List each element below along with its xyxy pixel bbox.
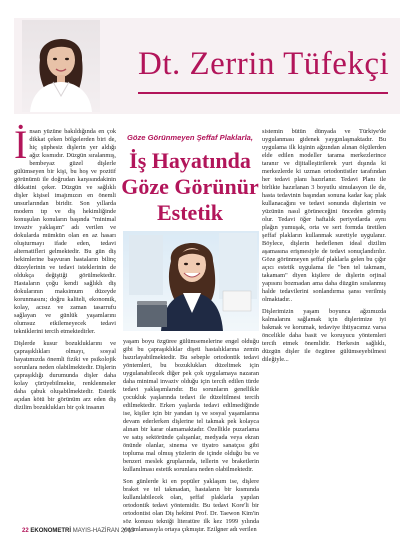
page-footer [22,528,134,534]
author-name: Dt. Zerrin Tüfekçi [138,46,390,82]
center-column [123,338,259,538]
issue-date: MAYIS-HAZİRAN 2013 [72,528,135,534]
right-paragraph-1: sistemin bütün dünyada ve Türkiye'de uygulanması gidenek yaygınlaşmaktadır. Bu uygulama ilk kişinin ağzından alınan ölçülerden elde edilen modeller tarama merkezlerince taranır ve dijitalleştirilerek yurt dışında ki merkezlerde ki uzman ortodontistler tarafından her tedavi planı hazırlanır. Tedavi Planı ile birlikte hazırlanan 3 boyutlu simulasyon ile de, hasta tedavinin başından sonuna kadar kaç plak kullanacağını ve tedavi sonunda dişlerinin ve yüzünün nasıl görüneceğini önceden görmüş olur. Tedavi öğer haftalık periyotlarda aynı plağın yumuşak, orta ve sert formda üretilen şeffaf plakların kullanmak suretiyle uygulanır. Böylece, dişlerin hedeflenen ideal dizilim aşamasına erişmesiyle de tedavi sonuçlandırılır. Göze görünmeyen şeffaf plaklarla gelen bu çığır açıcı estetik uygulama ile "ben tel takmam, takamam" diyen kişilere de dişlerin orjinal yapısını bozmadan ama daha düzgün sıralanmış halde tedavilerini sonlandırma şansı verilmiş olmaktadır.. [262,128,386,303]
page-header [0,0,400,118]
title-line-2: Göze Görünür [121,174,259,199]
page-number: 22 [22,528,29,534]
magazine-name: EKONOMETRİ [30,528,72,534]
right-column [262,128,386,368]
center-paragraph-1: yaşam boyu özgüree gülümsemelerine engel olduğu gibi bu çapraşıklıklar dişeti hastalıklarına zemin hazırlayabilmektedir. Bu sebeple ortodontik tedavi yöntemleri, bu bozuklukları düzeltmek için uygulanabilecek diğer pek çok uygulamaya nazaran daha minimal invaziv olduğu için tercih edilen türde tedavi yaklaşımlarıdır. Bu sorunların genellikle çocukluk yaşlarında tedavi ile düzeltilmesi tercih edilmektedir. Erken yaşlarda tedavi edilmediğinde ise, kişiler için bir yandan iş ve sosyal yaşamlarına devam ederlerken dişlerine tel takmak pek kolayca alınan bir karar olamamaktadır. Özellikle puzarlama ve satış sektöründe çalışanlar, medyada veya ekran önünde olanlar, sinema ve tiyatro sanatçısı gibi topluma mal olmuş yüzlerin de içinde olduğu bu ve benzeri meslek gruplarında, tellerin ve braketlerin kullanılması estetik sorunlara neden olabilmektedir. [123,338,259,473]
author-underline [138,92,388,94]
left-paragraph-2: Dişlerde kusur bozukluklarını ve çapraşıklıkları olmayı, sosyal hayatımızda önemli fiziki ve psikolojik sorunlara neden olabilmektedir. Dişlerin çapraşıklığı durumunda dişler daha kolay çürüyebilmekte, renklenmeler daha çabuk oluşabilmektedir. Estetik açıdan kötü bir görünüm arz eden diş dizilim bozuklukları bir çok insanın [14,340,116,411]
author-portrait [22,20,100,112]
title-line-3: Estetik [157,200,223,225]
article-title [120,148,260,226]
article-photo [123,231,259,331]
left-paragraph-1: nsan yüzüne bakıldığında en çok dikkat çeken bölgelerden biri de, hiç şüphesiz dişlerin yer aldığı ağız kısmıdır. Düzgün sıralanmış, bembeyaz güzel dişlerle gülümseyen bir kişi, bu hoş ve pozitif görünümü ile doğrudan karşısındakinin dikkatini çeker. Düzgün ve sağlıklı dişler kişisel imajımızın en önemli unsurlarından biridir. Son yıllarda modern tıp ve diş hekimliğinde konuşulan konuların başında "minimal invaziv yaklaşım" adı verilen ve dokularda mümkün olan en az hasarı oluşturmayı ifade eden, tedavi alternatifleri gelmektedir. Bu gün diş hekimlerine başvuran hastaların bilinç düzeylerinin ve tedavi isteklerinin de oldukça değiştiği görülmektedir. Hastaların çoğu kendi sağlıklı diş dokularının maksimum düzeyde korunmasını; doğru kaliteli, ekonomik, kolay, acısız ve zaman tasarrufu sağlayan ve günlük yaşamlarını olumsuz etkilemeyecek tedavi tekniklerini tercih etmektedirler. [14,128,116,335]
drop-cap: İ [14,122,28,167]
title-line-1: İş Hayatında [129,148,251,173]
center-paragraph-2: Son günlerde ki en popüler yaklaşım ise, dişlere braket ve tel takmadan, hastaların bir kısmında kullanılabilecek olan, şeffaf plaklarla yapılan ortodontik tedavi yöntemidir. Bu tedavi Kore'li bir ortodontist olan Diş hekimi Prof. Dr. Taewon Kim'in söz konusu tekniği literatüre ilk kez 1999 yılında yayımlamasıyla ortaya çıkmıştır. Ezilgner adı verilen [123,478,259,533]
article-kicker: Göze Görünmeyen Şeffaf Plaklarla, [126,133,254,142]
left-column [14,122,116,416]
right-paragraph-2: Dişlerimizin yaşam boyunca ağzımızda kalmalarını sağlamak için dişlerimize iyi bakmak ve korumak, tedaviye ihtiyacımız varsa öncelikle daha basit ve koruyucu yöntemleri tercih etmek önemlidir. Herkesin sağlıklı, düzgün dişler ile özgüree gülümseyebilmesi dileğiyle... [262,308,386,363]
